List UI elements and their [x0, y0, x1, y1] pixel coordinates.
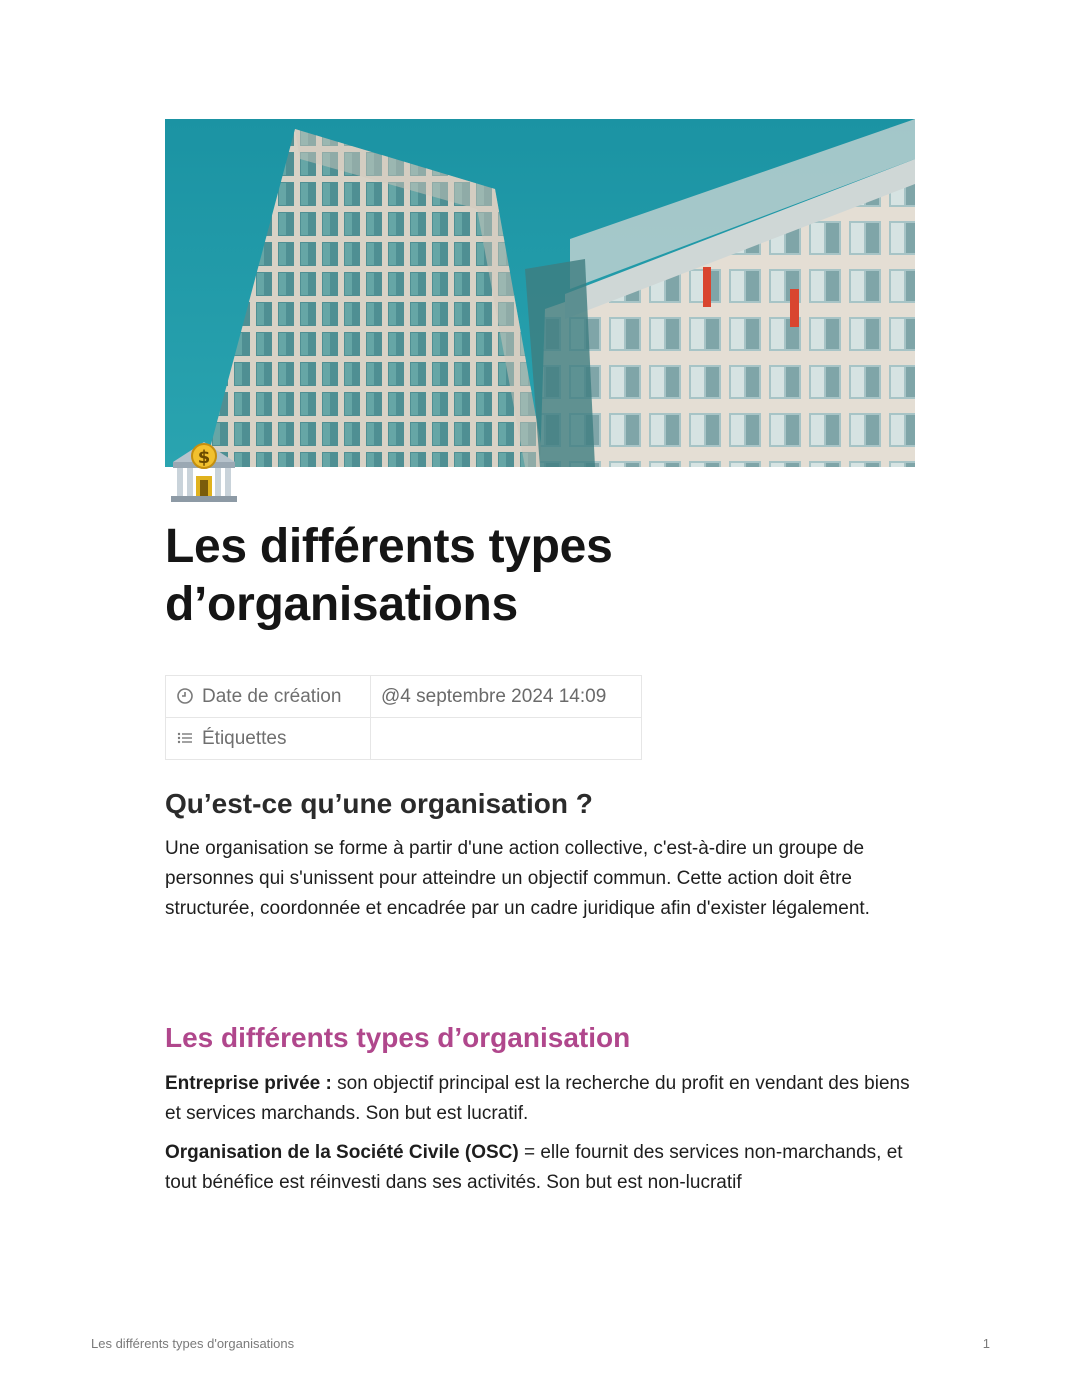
section-heading: Qu’est-ce qu’une organisation ? — [165, 788, 593, 819]
list-icon — [176, 729, 194, 747]
paragraph: Une organisation se forme à partir d'une action collective, c'est-à-dire un groupe de personnes qui s'unissent pour atteindre un objectif commun. Cette action doit être structurée, coordonnée et encadrée par un cadre juridique afin d'exister légalement. — [165, 838, 870, 919]
definition: = elle fournit des services non-marchands, et tout bénéfice est réinvesti dans ses activités. Son but est non-lucratif — [165, 1142, 903, 1193]
page-number: 1 — [982, 1336, 990, 1351]
properties-table — [165, 675, 642, 760]
term: Entreprise privée : — [165, 1073, 332, 1094]
term: Organisation de la Société Civile (OSC) — [165, 1142, 519, 1163]
property-value[interactable] — [371, 718, 642, 760]
property-row[interactable] — [166, 676, 642, 718]
section-heading: Les différents types d’organisation — [165, 1022, 631, 1053]
svg-text:$: $ — [197, 447, 211, 468]
clock-icon — [176, 687, 194, 705]
property-row[interactable] — [166, 718, 642, 760]
property-label-cell — [166, 676, 371, 718]
property-label: Date de création — [202, 685, 342, 707]
bank-emoji-icon — [167, 436, 241, 504]
property-label: Étiquettes — [202, 727, 287, 749]
definition: son objectif principal est la recherche du profit en vendant des biens et services marchands. Son but est lucratif. — [165, 1073, 910, 1124]
page-title: Les différents types d’organisations — [165, 520, 613, 631]
footer-title: Les différents types d'organisations — [91, 1336, 295, 1351]
paragraph — [165, 1138, 915, 1198]
property-label-cell — [166, 718, 371, 760]
cover-image — [165, 119, 915, 467]
paragraph — [165, 1069, 915, 1129]
property-value[interactable]: @4 septembre 2024 14:09 — [371, 676, 642, 718]
